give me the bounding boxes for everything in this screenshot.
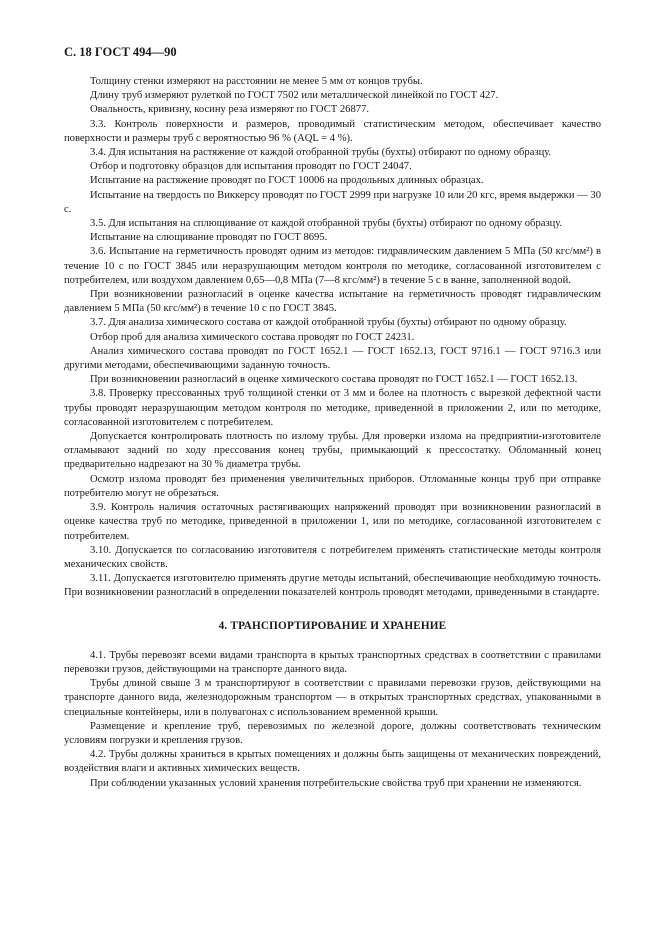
paragraph: Овальность, кривизну, косину реза измеряют по ГОСТ 26877. [90, 104, 370, 116]
paragraph: Трубы длиной свыше 3 м транспортируют в соответствии с правилами перевозки грузов, действующими на транспорте данного вида, железнодорожным транспортом — в открытых транспортных средствах, упакованными в специальные контейнеры, или в полувагонах с использованием временной крыши. [64, 678, 601, 718]
paragraph: Толщину стенки измеряют на расстоянии не менее 5 мм от концов трубы. [90, 76, 423, 87]
paragraph: 3.10. Допускается по согласованию изготовителя с потребителем применять статистические методы контроля механических свойств. [64, 544, 601, 570]
paragraph: Анализ химического состава проводят по ГОСТ 1652.1 — ГОСТ 1652.13, ГОСТ 9716.1 — ГОСТ 9716.3 или другими методами, обеспечивающими заданную точность. [64, 345, 601, 372]
paragraph: 3.8. Проверку прессованных труб толщиной стенки от 3 мм и более на плотность с вырезкой дефектной части трубы проводят неразрушающим методом контроля по методике, приведенной в приложении 2, или по методике, согласованной изготовителем с потребителем. [64, 388, 601, 428]
paragraph: 3.6. Испытание на герметичность проводят одним из методов: гидравлическим давлением 5 МПа (50 кгс/мм²) в течение 10 с по ГОСТ 3845 или неразрушающим методом контроля по методике, согласованной изготовителем с потребителем, или воздухом давлением 0,65—0,8 МПа (7—8 кгс/мм²) в течение 5 с в ванне, заполненной водой. [64, 246, 601, 286]
paragraph: Длину труб измеряют рулеткой по ГОСТ 7502 или металлической линейкой по ГОСТ 427. [90, 90, 499, 102]
paragraph: Отбор проб для анализа химического состава проводят по ГОСТ 24231. [90, 331, 415, 343]
paragraph: При возникновении разногласий в оценке качества испытание на герметичность проводят гидравлическим давлением 5 МПа (50 кгс/мм²) в течение 10 с по ГОСТ 3845. [64, 289, 601, 315]
paragraph: Допускается контролировать плотность по излому трубы. Для проверки излома на предприятии-изготовителе отламывают задний по ходу прессования конец трубы, примыкающий к прессостатку. Обломанный конец предварительно надрезают на 30 % диаметра трубы. [64, 431, 601, 471]
paragraph: Испытание на твердость по Виккерсу проводят по ГОСТ 2999 при нагрузке 10 или 20 кгс, время выдержки — 30 с. [64, 189, 601, 215]
paragraph: Размещение и крепление труб, перевозимых по железной дороге, должны соответствовать техническим условиям погрузки и крепления грузов. [64, 720, 601, 746]
paragraph: 3.11. Допускается изготовителю применять другие методы испытаний, обеспечивающие необходимую точность. При возникновении разногласий в определении показателей контроль проводят методами, приведенными в стандарте. [64, 573, 601, 599]
paragraph: 3.5. Для испытания на сплющивание от каждой отобранной трубы (бухты) отбирают по одному образцу. [90, 218, 563, 230]
paragraph: Осмотр излома проводят без применения увеличительных приборов. Отломанные концы труб при отправке потребителю могут не обрезаться. [64, 473, 601, 499]
paragraph: 4.1. Трубы перевозят всеми видами транспорта в крытых транспортных средствах в соответствии с правилами перевозки грузов, действующими на транспорте данного вида. [64, 649, 601, 675]
paragraph: При возникновении разногласий в оценке химического состава проводят по ГОСТ 1652.1 — ГОСТ 1652.13. [90, 374, 578, 386]
section-4-body [64, 649, 601, 791]
paragraph: 4.2. Трубы должны храниться в крытых помещениях и должны быть защищены от механических повреждений, воздействия влаги и активных химических веществ. [64, 749, 601, 775]
paragraph: Испытание на слющивание проводят по ГОСТ 8695. [90, 232, 328, 244]
section-4-title: 4. ТРАНСПОРТИРОВАНИЕ И ХРАНЕНИЕ [218, 619, 447, 632]
paragraph: Испытание на растяжение проводят по ГОСТ 10006 на продольных длинных образцах. [90, 175, 484, 187]
paragraph: 3.3. Контроль поверхности и размеров, проводимый статистическим методом, обеспечивает качество поверхности и размеры труб с вероятностью 96 % (AQL = 4 %). [64, 118, 601, 144]
paragraph: 3.9. Контроль наличия остаточных растягивающих напряжений проводят при возникновении разногласий в оценке качества труб по методике, приведенной в приложении 1, или по методике, согласованной изготовителем с потребителем. [64, 502, 601, 542]
paragraph: При соблюдении указанных условий хранения потребительские свойства труб при хранении не изменяются. [90, 777, 582, 789]
paragraph: Отбор и подготовку образцов для испытания проводят по ГОСТ 24047. [90, 161, 412, 173]
paragraph: 3.7. Для анализа химического состава от каждой отобранной трубы (бухты) отбирают по одному образцу. [90, 317, 567, 329]
section-3-body [64, 75, 601, 601]
page-header: С. 18 ГОСТ 494—90 [64, 45, 177, 59]
paragraph: 3.4. Для испытания на растяжение от каждой отобранной трубы (бухты) отбирают по одному образцу. [90, 147, 552, 159]
